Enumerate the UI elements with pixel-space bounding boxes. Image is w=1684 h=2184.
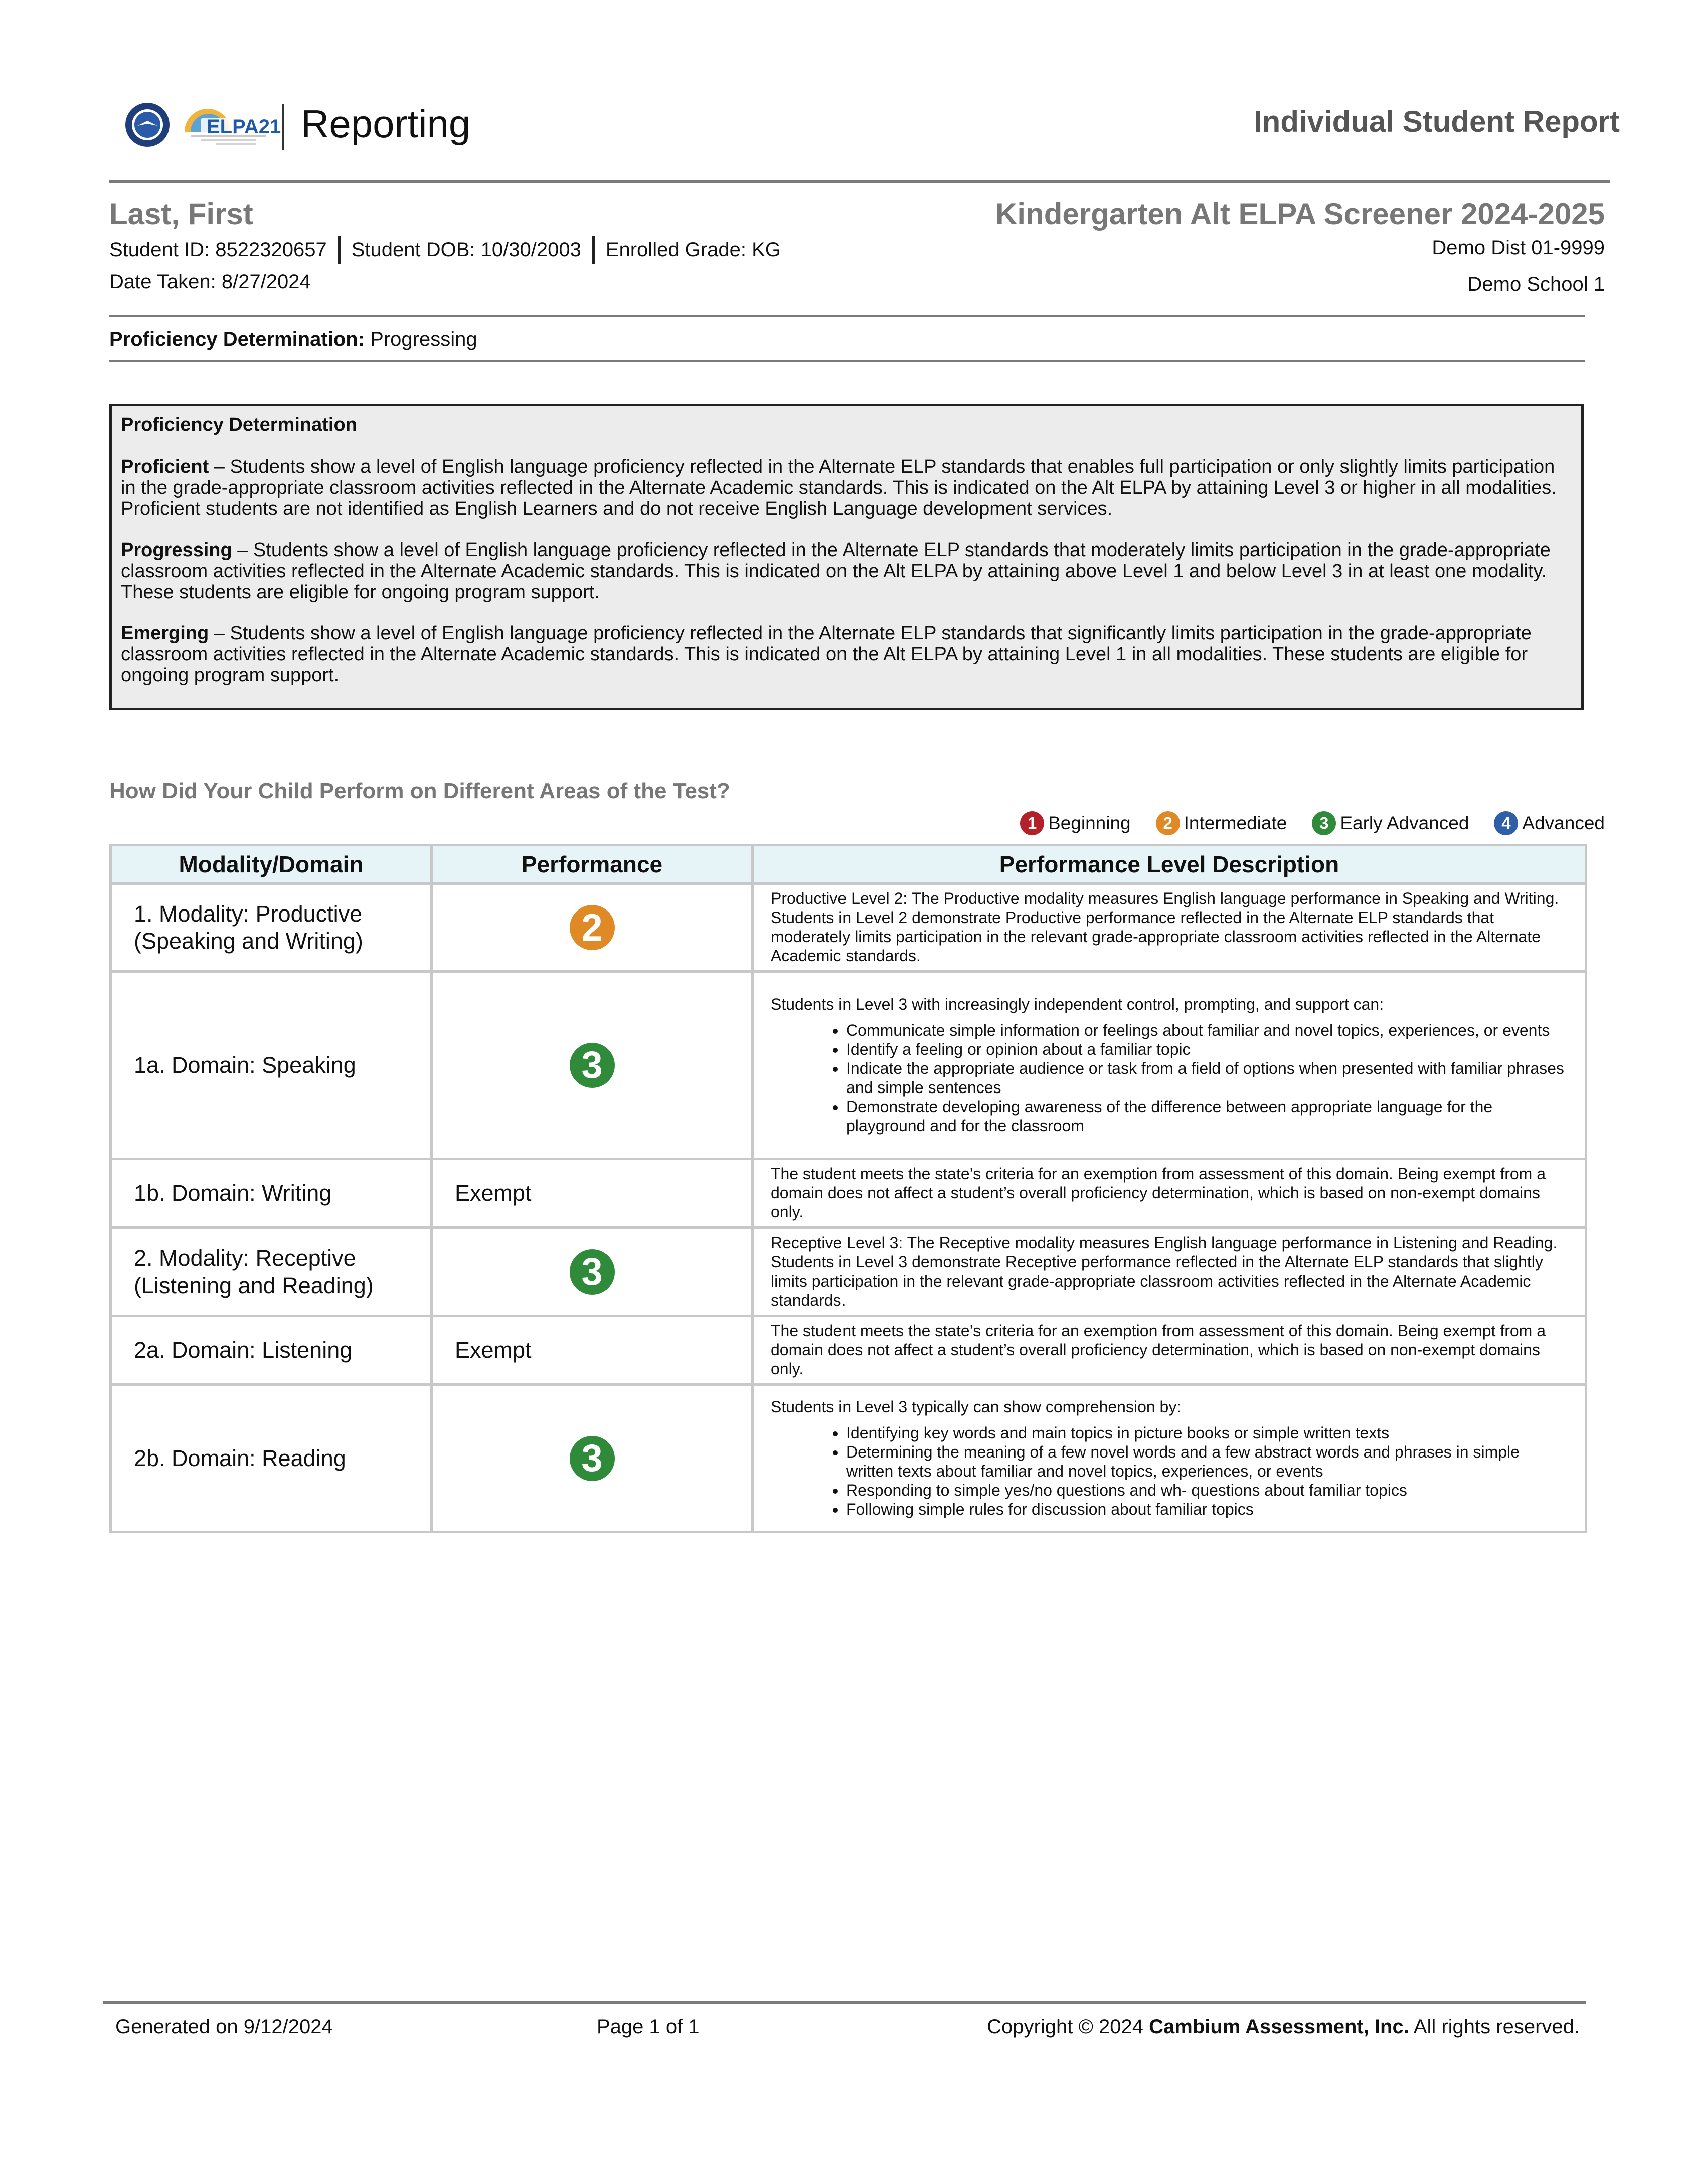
definitions-title: Proficiency Determination (121, 414, 357, 435)
list-item: • Responding to simple yes/no questions and wh- questions about familiar topics (846, 1481, 1570, 1500)
domain-name: 2. Modality: Receptive (134, 1245, 356, 1271)
school-name: Demo School 1 (1467, 273, 1605, 295)
proficiency-value: Progressing (370, 328, 477, 350)
legend-item-early-advanced (1312, 811, 1469, 835)
level-4-icon: 4 (1494, 811, 1518, 835)
description-cell (753, 884, 1586, 972)
header-rule (109, 180, 1610, 183)
elpa21-logo-text: ELPA21 (207, 116, 281, 138)
description-bullets (771, 1021, 1570, 1135)
info-separator (592, 236, 595, 264)
level-2-icon: 2 (1156, 811, 1180, 835)
legend-label: Early Advanced (1340, 813, 1469, 833)
legend-label: Advanced (1522, 813, 1605, 833)
description-text: Students in Level 3 with increasingly independent control, prompting, and support can: (771, 995, 1384, 1013)
description-cell (753, 1159, 1586, 1228)
table-row (111, 884, 1586, 972)
performance-cell (432, 1228, 753, 1316)
section-heading: How Did Your Child Perform on Different Areas of the Test? (109, 779, 730, 803)
definition-text: – Students show a level of English language proficiency reflected in the Alternate ELP standards that enables full participation or only slightly limits participation in the grade-appropriate classroom activities reflected in the Alternate Academic standards. This is indicated on the Alt ELPA by attaining Level 3 or higher in all modalities. Proficient students are not identified as English Learners and do not receive English Language development services. (121, 456, 1557, 519)
report-title: Individual Student Report (1254, 105, 1620, 138)
footer-rule (103, 2001, 1586, 2004)
test-name: Kindergarten Alt ELPA Screener 2024-2025 (995, 197, 1605, 231)
performance-legend (995, 811, 1605, 835)
student-info-line (109, 236, 781, 264)
list-item: • Communicate simple information or feelings about familiar and novel topics, experiences, or events (846, 1021, 1570, 1040)
table-row (111, 1385, 1586, 1532)
copyright (987, 2016, 1580, 2038)
proficiency-definitions-box (109, 404, 1584, 710)
list-item: • Demonstrate developing awareness of the difference between appropriate language for the playground and for the classroom (846, 1097, 1570, 1135)
column-header-modality: Modality/Domain (111, 845, 432, 884)
domain-name: 2b. Domain: Reading (134, 1445, 346, 1471)
level-2-icon: 2 (570, 905, 615, 950)
district-name: Demo Dist 01-9999 (1432, 237, 1605, 259)
performance-cell (432, 1159, 753, 1228)
elpa21-logo (181, 103, 281, 153)
domain-subname: (Speaking and Writing) (134, 928, 363, 954)
domain-cell (111, 1316, 432, 1385)
copyright-suffix: All rights reserved. (1409, 2016, 1580, 2038)
exempt-label: Exempt (455, 1337, 532, 1363)
performance-table (109, 844, 1587, 1533)
performance-cell (432, 884, 753, 972)
level-3-icon: 3 (570, 1043, 615, 1088)
domain-cell (111, 1228, 432, 1316)
list-item: • Identify a feeling or opinion about a familiar topic (846, 1040, 1570, 1059)
domain-name: 1. Modality: Productive (134, 901, 363, 927)
level-3-icon: 3 (570, 1436, 615, 1481)
level-3-icon: 3 (570, 1249, 615, 1295)
description-text: Productive Level 2: The Productive modality measures English language performance in Speaking and Writing. Students in Level 2 demonstrate Productive performance reflected in the Alternate ELP standards that moderately limits participation in the relevant grade-appropriate classroom activities reflected in the Alternate Academic standards. (771, 889, 1559, 965)
company-name: Cambium Assessment, Inc. (1149, 2016, 1409, 2038)
header-divider (282, 104, 284, 150)
domain-name: 1a. Domain: Speaking (134, 1052, 356, 1078)
level-1-icon: 1 (1020, 811, 1044, 835)
domain-cell (111, 972, 432, 1159)
description-text: Students in Level 3 typically can show comprehension by: (771, 1397, 1182, 1416)
description-cell (753, 1385, 1586, 1532)
proficiency-rule (109, 360, 1585, 362)
definition-text: – Students show a level of English language proficiency reflected in the Alternate ELP standards that moderately limits participation in the grade-appropriate classroom activities reflected in the Alternate Academic standards. This is indicated on the Alt ELPA by attaining above Level 1 and below Level 3 in at least one modality. These students are eligible for ongoing program support. (121, 539, 1551, 603)
info-rule (109, 315, 1585, 317)
description-text: The student meets the state’s criteria for an exemption from assessment of this domain. Being exempt from a domain does not affect a student’s overall proficiency determination, which is based on non-exempt domains only. (771, 1165, 1546, 1221)
date-taken: Date Taken: 8/27/2024 (109, 271, 311, 293)
domain-subname: (Listening and Reading) (134, 1272, 374, 1298)
table-header-row (111, 845, 1586, 884)
list-item: • Identifying key words and main topics in picture books or simple written texts (846, 1423, 1570, 1442)
domain-name: 2a. Domain: Listening (134, 1337, 353, 1363)
definition-term: Progressing (121, 539, 232, 561)
description-cell (753, 1228, 1586, 1316)
definition-proficient (121, 456, 1573, 519)
legend-label: Intermediate (1184, 813, 1287, 833)
proficiency-label: Proficiency Determination: (109, 328, 365, 350)
performance-cell (432, 972, 753, 1159)
legend-item-advanced (1494, 811, 1605, 835)
state-seal-logo (124, 102, 171, 148)
description-bullets (771, 1423, 1570, 1519)
enrolled-grade: Enrolled Grade: KG (605, 238, 781, 261)
performance-cell (432, 1316, 753, 1385)
student-id: Student ID: 8522320657 (109, 238, 327, 261)
table-row (111, 1228, 1586, 1316)
domain-cell (111, 1159, 432, 1228)
description-cell (753, 1316, 1586, 1385)
domain-cell (111, 884, 432, 972)
description-text: Receptive Level 3: The Receptive modality measures English language performance in Listening and Reading. Students in Level 3 demonstrate Receptive performance reflected in the Alternate ELP standards that slightly limits participation in the relevant grade-appropriate classroom activities reflected in the Alternate Academic standards. (771, 1233, 1558, 1309)
definition-emerging (121, 623, 1573, 686)
performance-cell (432, 1385, 753, 1532)
definition-progressing (121, 539, 1573, 603)
info-separator (338, 236, 341, 264)
table-row (111, 1316, 1586, 1385)
level-3-icon: 3 (1312, 811, 1336, 835)
student-dob: Student DOB: 10/30/2003 (351, 238, 581, 261)
app-title: Reporting (301, 102, 471, 146)
generated-date: Generated on 9/12/2024 (115, 2016, 333, 2038)
description-text: The student meets the state’s criteria for an exemption from assessment of this domain. Being exempt from a domain does not affect a student’s overall proficiency determination, which is based on non-exempt domains only. (771, 1322, 1546, 1378)
table-row (111, 1159, 1586, 1228)
legend-item-beginning (1020, 811, 1131, 835)
proficiency-determination (109, 328, 477, 351)
list-item: • Following simple rules for discussion about familiar topics (846, 1500, 1570, 1519)
column-header-description: Performance Level Description (753, 845, 1586, 884)
domain-name: 1b. Domain: Writing (134, 1180, 332, 1206)
legend-item-intermediate (1156, 811, 1287, 835)
domain-cell (111, 1385, 432, 1532)
list-item: • Indicate the appropriate audience or task from a field of options when presented with familiar phrases and simple sentences (846, 1059, 1570, 1097)
table-row (111, 972, 1586, 1159)
exempt-label: Exempt (455, 1180, 532, 1206)
student-name: Last, First (109, 197, 253, 231)
description-cell (753, 972, 1586, 1159)
definition-term: Emerging (121, 623, 209, 644)
definition-text: – Students show a level of English language proficiency reflected in the Alternate ELP standards that significantly limits participation in the grade-appropriate classroom activities reflected in the Alternate Academic standards. This is indicated on the Alt ELPA by attaining Level 1 in all modalities. These students are eligible for ongoing program support. (121, 623, 1532, 686)
copyright-prefix: Copyright © 2024 (987, 2016, 1149, 2038)
legend-label: Beginning (1048, 813, 1131, 833)
page-number: Page 1 of 1 (597, 2016, 700, 2038)
column-header-performance: Performance (432, 845, 753, 884)
list-item: • Determining the meaning of a few novel words and a few abstract words and phrases in simple written texts about familiar and novel topics, experiences, or events (846, 1442, 1570, 1481)
definition-term: Proficient (121, 456, 209, 477)
